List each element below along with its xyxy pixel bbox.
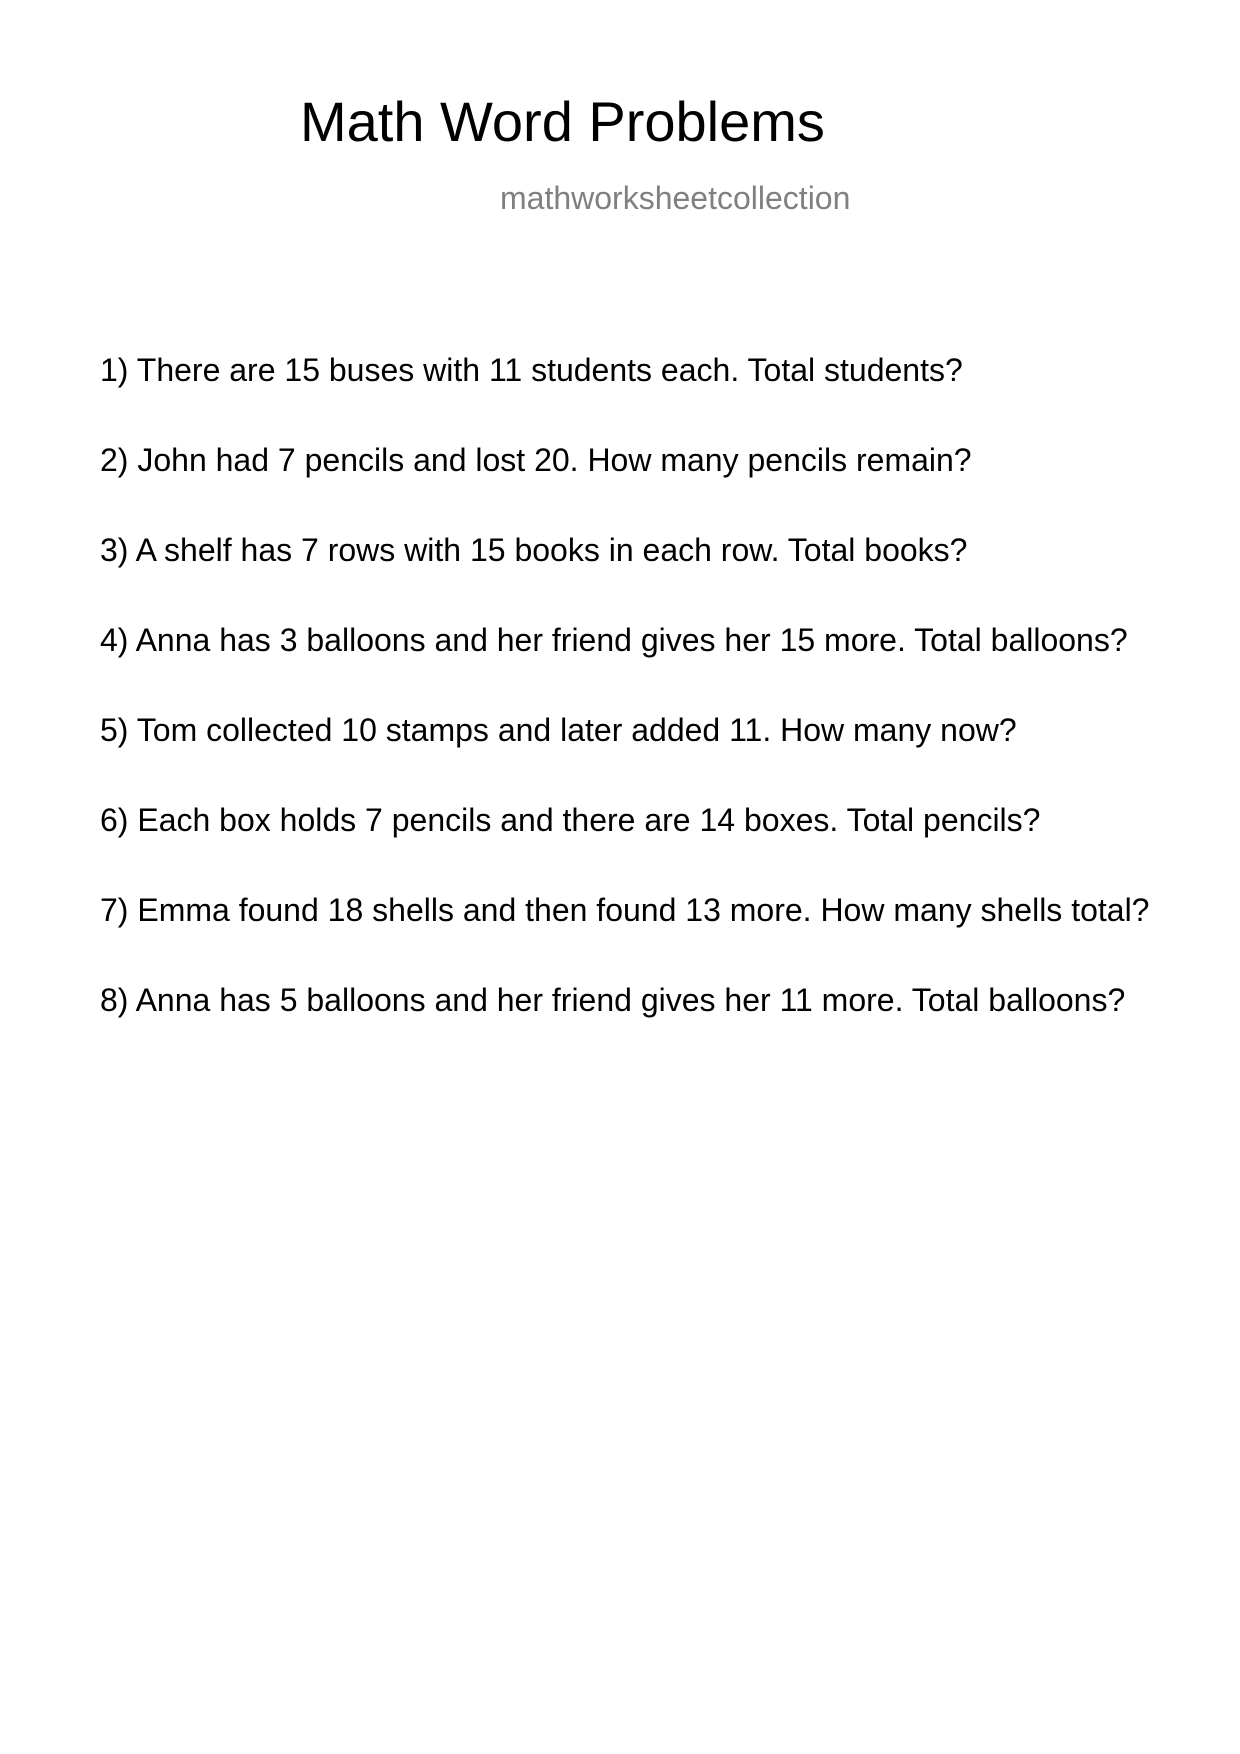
page-subtitle: mathworksheetcollection [500, 180, 851, 216]
problem-item: 6) Each box holds 7 pencils and there are 14 boxes. Total pencils? [100, 802, 1041, 838]
problem-item: 7) Emma found 18 shells and then found 13 more. How many shells total? [100, 892, 1150, 928]
problem-item: 1) There are 15 buses with 11 students each. Total students? [100, 352, 963, 388]
problem-item: 2) John had 7 pencils and lost 20. How many pencils remain? [100, 442, 972, 478]
problem-list [100, 350, 1149, 1070]
problem-item: 8) Anna has 5 balloons and her friend gives her 11 more. Total balloons? [100, 982, 1126, 1018]
page-title: Math Word Problems [300, 90, 825, 153]
problem-item: 4) Anna has 3 balloons and her friend gives her 15 more. Total balloons? [100, 622, 1128, 658]
problem-item: 5) Tom collected 10 stamps and later added 11. How many now? [100, 712, 1017, 748]
problem-item: 3) A shelf has 7 rows with 15 books in each row. Total books? [100, 532, 968, 568]
